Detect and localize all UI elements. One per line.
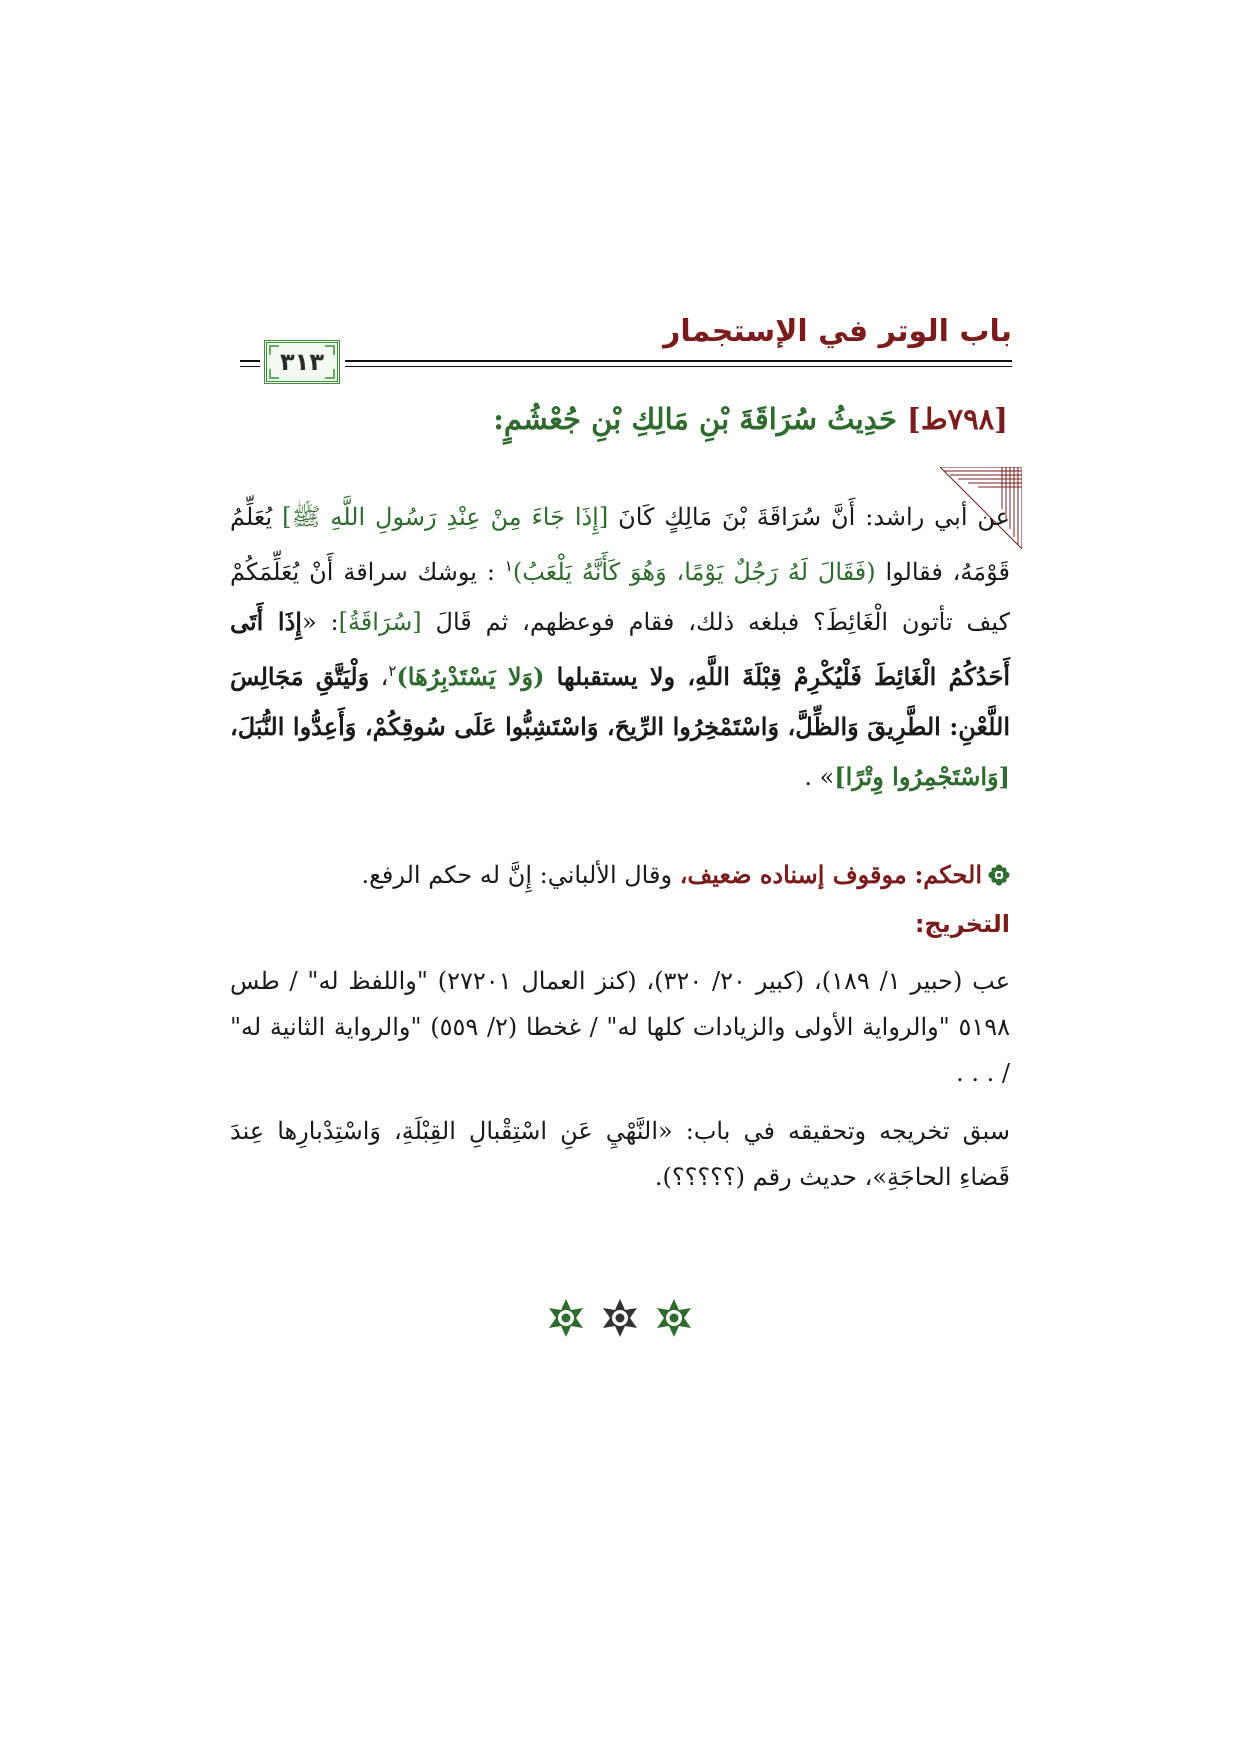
addition-green: [وَاسْتَجْمِرُوا وِتْرًا] xyxy=(834,762,1010,791)
header-rule xyxy=(240,366,260,367)
addition-green: (وَلا يَسْتَدْبِرُهَا) xyxy=(396,662,545,691)
text-segment: عن أبي راشد: أَنَّ سُرَاقَةَ بْنَ مَالِكٍ كَانَ xyxy=(608,503,1011,531)
page-number-badge xyxy=(264,340,340,384)
addition-green: [إِذَا جَاءَ مِنْ عِنْدِ رَسُولِ اللَّهِ ﷺ] xyxy=(282,503,609,531)
page-number: ٣١٣ xyxy=(280,348,324,376)
footnote-marker: ١ xyxy=(504,557,513,575)
hadith-heading xyxy=(493,402,1008,436)
page-header xyxy=(240,300,1012,380)
ruling-label: الحكم: xyxy=(914,860,982,889)
flower-ornament-icon xyxy=(988,864,1010,886)
header-rule xyxy=(345,360,1012,362)
header-rule xyxy=(240,360,260,362)
end-ornaments xyxy=(0,1298,1240,1338)
addition-green: (فَقَالَ لَهُ رَجُلٌ يَوْمًا، وَهُوَ كَأَنَّهُ يَلْعَبُ) xyxy=(512,558,876,586)
hadith-title: حَدِيثُ سُرَاقَةَ بْنِ مَالِكِ بْنِ جُعْشُمٍ: xyxy=(493,402,897,436)
ruling-line xyxy=(230,855,1010,895)
flower-ornament-icon xyxy=(600,1298,640,1338)
text-segment: ، xyxy=(369,663,389,691)
hadith-number: [٧٩٨ط] xyxy=(906,402,1008,436)
takhrij-previous-note: سبق تخريجه وتحقيقه في باب: «النَّهْيِ عَنِ اسْتِقْبالِ القِبْلَةِ، وَاسْتِدْبارِها عِندَ قَضاءِ الحاجَةِ»، حديث رقم (؟؟؟؟؟). xyxy=(230,1117,1010,1191)
prophetic-text: وَلْيَتَّقِ مَجَالِسَ اللَّعْنِ: الطَّرِيقَ وَالظِّلَّ، وَاسْتَمْخِرُوا الرِّيحَ، وَاسْتَشِبُّوا عَلَى سُوقِكُمْ، وَأَعِدُّوا النُّبَلَ، xyxy=(230,662,1010,741)
flower-ornament-icon xyxy=(546,1298,586,1338)
ruling-rest: وقال الألباني: إِنَّ له حكم الرفع. xyxy=(361,861,680,889)
text-segment: » . xyxy=(804,763,835,791)
text-segment: يُعَلِّمُ قَوْمَهُ، فقالوا xyxy=(230,503,1011,586)
takhrij-heading: التخريج: xyxy=(914,910,1010,938)
prophetic-text: إِذَا أَتَى أَحَدُكُمُ الْغَائِطَ فَلْيُكْرِمْ قِبْلَةَ اللَّهِ، ولا يستقبلها xyxy=(230,607,1011,691)
text-segment: : « xyxy=(301,608,339,636)
chapter-title: باب الوتر في الإستجمار xyxy=(663,314,1012,349)
footnote-marker: ٢ xyxy=(388,662,397,680)
hadith-text xyxy=(230,493,1010,802)
addition-green: [سُرَاقَةُ] xyxy=(338,608,422,636)
flower-ornament-icon xyxy=(654,1298,694,1338)
takhrij-sources: عب (حبير ١/ ١٨٩)، (كبير ٢٠/ ٣٢٠)، (كنز العمال ٢٧٢٠١) "واللفظ له" / طس ٥١٩٨ "والرواية الأولى والزيادات كلها له" / غخطا (٢/ ٥٥٩) "والرواية الثانية له" / . . . xyxy=(230,967,1011,1087)
ruling-verdict: موقوف إسناده ضعيف، xyxy=(679,860,907,889)
header-rule xyxy=(345,366,1012,367)
text-segment: : يوشك سراقة أَنْ يُعَلِّمَكُمْ كيف تأتون الْغَائِطَ؟ فبلغه ذلك، فقام فوعظهم، ثم قَالَ xyxy=(230,558,1010,636)
